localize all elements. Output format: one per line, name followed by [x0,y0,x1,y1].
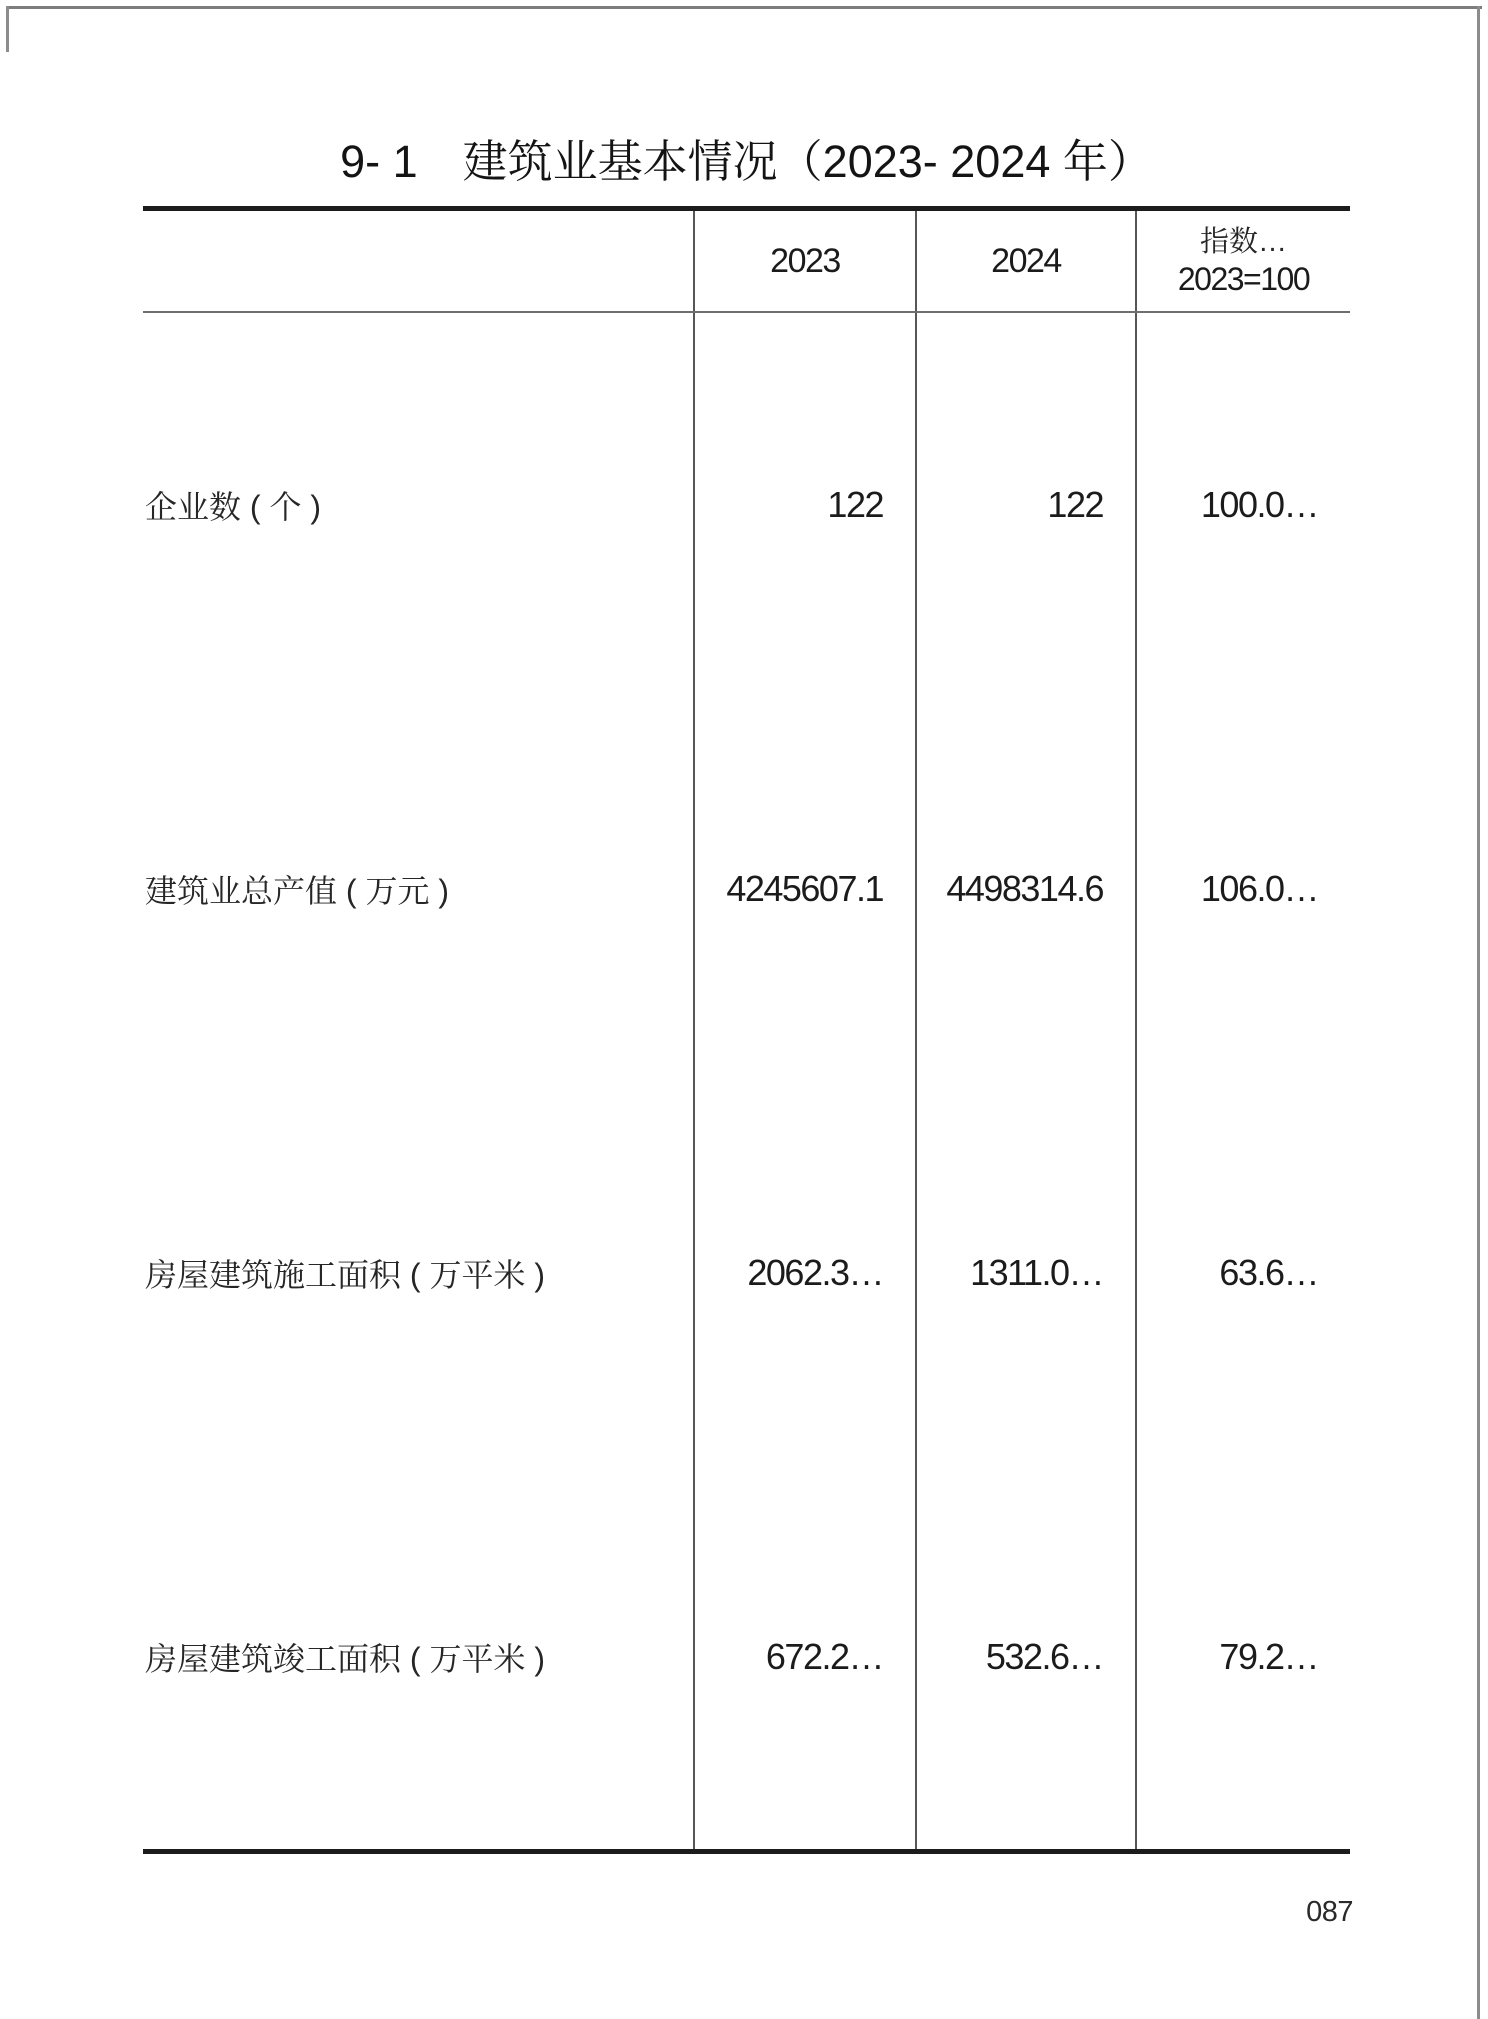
value-index: 106.0… [1135,697,1350,1081]
value-index: 79.2… [1135,1465,1350,1849]
header-cell-row-labels [143,211,693,311]
header-cell-2024: 2024 [915,211,1135,311]
value-index: 63.6… [1135,1081,1350,1465]
header-index-label: 指数… [1199,226,1287,258]
value-2024: 4498314.6 [915,697,1135,1081]
table-row [143,1081,1350,1465]
page-number: 087 [1306,1896,1353,1928]
value-2023: 122 [693,313,915,697]
value-index: 100.0… [1135,313,1350,697]
page-edge-top-line [6,6,1482,9]
value-2023: 2062.3… [693,1081,915,1465]
header-cell-2023: 2023 [693,211,915,311]
value-2023: 672.2… [693,1465,915,1849]
page-edge-left-line [6,6,9,52]
table-header-row [143,211,1350,313]
header-index-base: 2023=100 [1177,261,1310,297]
header-cell-index [1135,211,1350,311]
value-2024: 122 [915,313,1135,697]
row-label: 房屋建筑施工面积 ( 万平米 ) [145,1257,545,1293]
value-2024: 532.6… [915,1465,1135,1849]
value-2023: 4245607.1 [693,697,915,1081]
statistics-table [143,206,1350,1854]
row-label: 房屋建筑竣工面积 ( 万平米 ) [145,1641,545,1677]
table-row [143,1465,1350,1849]
row-label: 企业数 ( 个 ) [145,489,321,525]
page-edge-right-line [1477,6,1480,2019]
table-row [143,313,1350,697]
page-title: 9- 1 建筑业基本情况（2023- 2024 年） [340,136,1153,187]
value-2024: 1311.0… [915,1081,1135,1465]
row-label: 建筑业总产值 ( 万元 ) [145,873,449,909]
table-row [143,697,1350,1081]
